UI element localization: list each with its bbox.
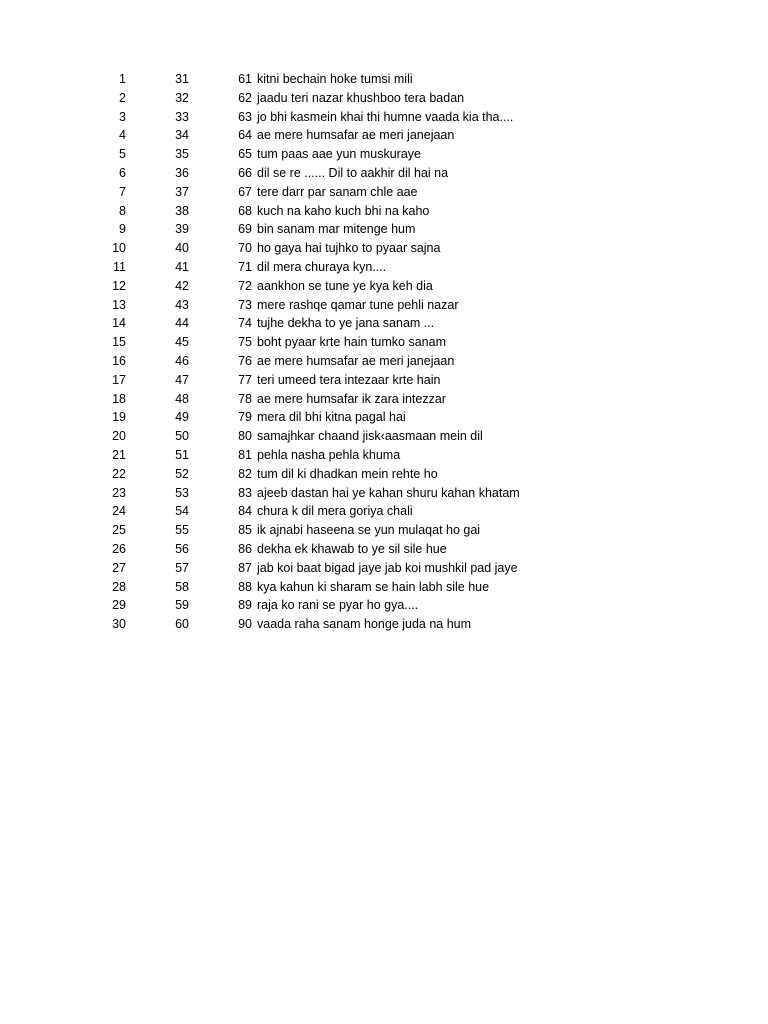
number-col-1: 20 — [112, 429, 126, 444]
table-row — [0, 502, 768, 521]
table-row — [0, 202, 768, 221]
number-col-1: 15 — [112, 335, 126, 350]
song-title: kuch na kaho kuch bhi na kaho — [257, 203, 430, 218]
number-col-3: 78 — [238, 391, 252, 406]
number-col-3: 76 — [238, 353, 252, 368]
table-row — [0, 220, 768, 239]
number-col-2: 48 — [175, 391, 189, 406]
table-row — [0, 164, 768, 183]
song-list-table — [0, 70, 768, 634]
table-row — [0, 277, 768, 296]
number-col-2: 55 — [175, 523, 189, 538]
number-col-3: 82 — [238, 466, 252, 481]
number-col-3: 80 — [238, 429, 252, 444]
number-col-1: 11 — [113, 259, 126, 274]
table-row — [0, 371, 768, 390]
table-row — [0, 578, 768, 597]
song-title: jab koi baat bigad jaye jab koi mushkil pad jaye — [257, 560, 518, 575]
table-row — [0, 70, 768, 89]
song-title: ae mere humsafar ik zara intezzar — [257, 391, 446, 406]
number-col-1: 12 — [112, 278, 126, 293]
table-row — [0, 615, 768, 634]
number-col-3: 81 — [238, 447, 252, 462]
number-col-2: 33 — [175, 109, 189, 124]
number-col-1: 30 — [112, 617, 126, 632]
number-col-3: 88 — [238, 579, 252, 594]
number-col-1: 3 — [119, 109, 126, 124]
number-col-2: 57 — [175, 560, 189, 575]
table-row — [0, 108, 768, 127]
song-title: tum paas aae yun muskuraye — [257, 147, 421, 162]
number-col-1: 14 — [112, 316, 126, 331]
song-title: tere darr par sanam chle aae — [257, 184, 418, 199]
song-title: ae mere humsafar ae meri janejaan — [257, 353, 455, 368]
table-row — [0, 484, 768, 503]
song-title: raja ko rani se pyar ho gya.... — [257, 598, 419, 613]
table-row — [0, 258, 768, 277]
number-col-2: 42 — [175, 278, 189, 293]
song-title: dekha ek khawab to ye sil sile hue — [257, 541, 447, 556]
song-title: jo bhi kasmein khai thi humne vaada kia tha.... — [257, 109, 514, 124]
number-col-3: 83 — [238, 485, 252, 500]
number-col-1: 29 — [112, 598, 126, 613]
number-col-1: 24 — [112, 504, 126, 519]
number-col-2: 41 — [175, 259, 189, 274]
number-col-2: 58 — [175, 579, 189, 594]
number-col-2: 46 — [175, 353, 189, 368]
table-row — [0, 333, 768, 352]
number-col-2: 38 — [175, 203, 189, 218]
song-title: bin sanam mar mitenge hum — [257, 222, 416, 237]
table-row — [0, 540, 768, 559]
number-col-3: 70 — [238, 241, 252, 256]
number-col-3: 75 — [238, 335, 252, 350]
number-col-1: 10 — [112, 241, 126, 256]
number-col-2: 52 — [175, 466, 189, 481]
table-row — [0, 239, 768, 258]
number-col-2: 32 — [175, 90, 189, 105]
number-col-2: 31 — [175, 72, 189, 86]
song-title: kitni bechain hoke tumsi mili — [257, 72, 413, 86]
song-title: samajhkar chaand jisk‹aasmaan mein dil — [257, 429, 483, 444]
number-col-1: 18 — [112, 391, 126, 406]
number-col-3: 89 — [238, 598, 252, 613]
table-row — [0, 390, 768, 409]
number-col-3: 84 — [238, 504, 252, 519]
number-col-3: 90 — [238, 617, 252, 632]
number-col-3: 65 — [238, 147, 252, 162]
song-title: mera dil bhi kitna pagal hai — [257, 410, 406, 425]
number-col-2: 59 — [175, 598, 189, 613]
number-col-3: 67 — [238, 184, 252, 199]
song-title: boht pyaar krte hain tumko sanam — [257, 335, 446, 350]
table-row — [0, 596, 768, 615]
number-col-3: 62 — [238, 90, 252, 105]
number-col-3: 61 — [238, 72, 252, 86]
number-col-2: 44 — [175, 316, 189, 331]
number-col-3: 72 — [238, 278, 252, 293]
number-col-2: 49 — [175, 410, 189, 425]
number-col-3: 66 — [238, 165, 252, 180]
song-title: ho gaya hai tujhko to pyaar sajna — [257, 241, 441, 256]
song-title: jaadu teri nazar khushboo tera badan — [257, 90, 465, 105]
song-title: ik ajnabi haseena se yun mulaqat ho gai — [257, 523, 481, 538]
number-col-1: 8 — [119, 203, 126, 218]
number-col-1: 16 — [112, 353, 126, 368]
number-col-1: 4 — [119, 128, 126, 143]
song-title: kya kahun ki sharam se hain labh sile hue — [257, 579, 490, 594]
number-col-2: 56 — [175, 541, 189, 556]
table-row — [0, 183, 768, 202]
song-title: pehla nasha pehla khuma — [257, 447, 401, 462]
number-col-2: 54 — [175, 504, 189, 519]
number-col-1: 28 — [112, 579, 126, 594]
number-col-2: 35 — [175, 147, 189, 162]
table-row — [0, 352, 768, 371]
number-col-1: 23 — [112, 485, 126, 500]
song-title: tujhe dekha to ye jana sanam ... — [257, 316, 435, 331]
number-col-1: 5 — [119, 147, 126, 162]
number-col-3: 85 — [238, 523, 252, 538]
song-title: vaada raha sanam honge juda na hum — [257, 617, 472, 632]
number-col-3: 79 — [238, 410, 252, 425]
number-col-2: 39 — [175, 222, 189, 237]
song-title: dil se re ...... Dil to aakhir dil hai na — [257, 165, 449, 180]
number-col-2: 45 — [175, 335, 189, 350]
number-col-2: 40 — [175, 241, 189, 256]
number-col-3: 87 — [238, 560, 252, 575]
number-col-1: 13 — [112, 297, 126, 312]
number-col-3: 68 — [238, 203, 252, 218]
number-col-3: 63 — [238, 109, 252, 124]
number-col-3: 69 — [238, 222, 252, 237]
song-title: ajeeb dastan hai ye kahan shuru kahan khatam — [257, 485, 520, 500]
number-col-2: 47 — [175, 372, 189, 387]
song-title: teri umeed tera intezaar krte hain — [257, 372, 441, 387]
number-col-3: 74 — [238, 316, 252, 331]
number-col-2: 37 — [175, 184, 189, 199]
number-col-3: 73 — [238, 297, 252, 312]
song-title: mere rashqe qamar tune pehli nazar — [257, 297, 459, 312]
number-col-1: 22 — [112, 466, 126, 481]
number-col-2: 43 — [175, 297, 189, 312]
table-row — [0, 427, 768, 446]
number-col-1: 17 — [112, 372, 126, 387]
table-row — [0, 89, 768, 108]
table-row — [0, 145, 768, 164]
number-col-2: 53 — [175, 485, 189, 500]
number-col-3: 77 — [238, 372, 252, 387]
number-col-1: 9 — [119, 222, 126, 237]
number-col-3: 86 — [238, 541, 252, 556]
song-title: tum dil ki dhadkan mein rehte ho — [257, 466, 438, 481]
number-col-1: 6 — [119, 165, 126, 180]
table-row — [0, 408, 768, 427]
number-col-2: 60 — [175, 617, 189, 632]
song-title: ae mere humsafar ae meri janejaan — [257, 128, 455, 143]
number-col-3: 71 — [238, 259, 252, 274]
table-row — [0, 314, 768, 333]
number-col-1: 7 — [119, 184, 126, 199]
number-col-1: 25 — [112, 523, 126, 538]
table-row — [0, 296, 768, 315]
number-col-1: 1 — [119, 72, 126, 86]
number-col-2: 34 — [175, 128, 189, 143]
table-row — [0, 521, 768, 540]
number-col-1: 26 — [112, 541, 126, 556]
table-row — [0, 559, 768, 578]
number-col-2: 50 — [175, 429, 189, 444]
number-col-2: 51 — [175, 447, 189, 462]
song-title: aankhon se tune ye kya keh dia — [257, 278, 433, 293]
table-row — [0, 126, 768, 145]
number-col-2: 36 — [175, 165, 189, 180]
table-row — [0, 465, 768, 484]
number-col-3: 64 — [238, 128, 252, 143]
number-col-1: 21 — [112, 447, 126, 462]
number-col-1: 27 — [112, 560, 126, 575]
number-col-1: 19 — [112, 410, 126, 425]
song-title: dil mera churaya kyn.... — [257, 259, 387, 274]
number-col-1: 2 — [119, 90, 126, 105]
table-row — [0, 446, 768, 465]
song-title: chura k dil mera goriya chali — [257, 504, 413, 519]
